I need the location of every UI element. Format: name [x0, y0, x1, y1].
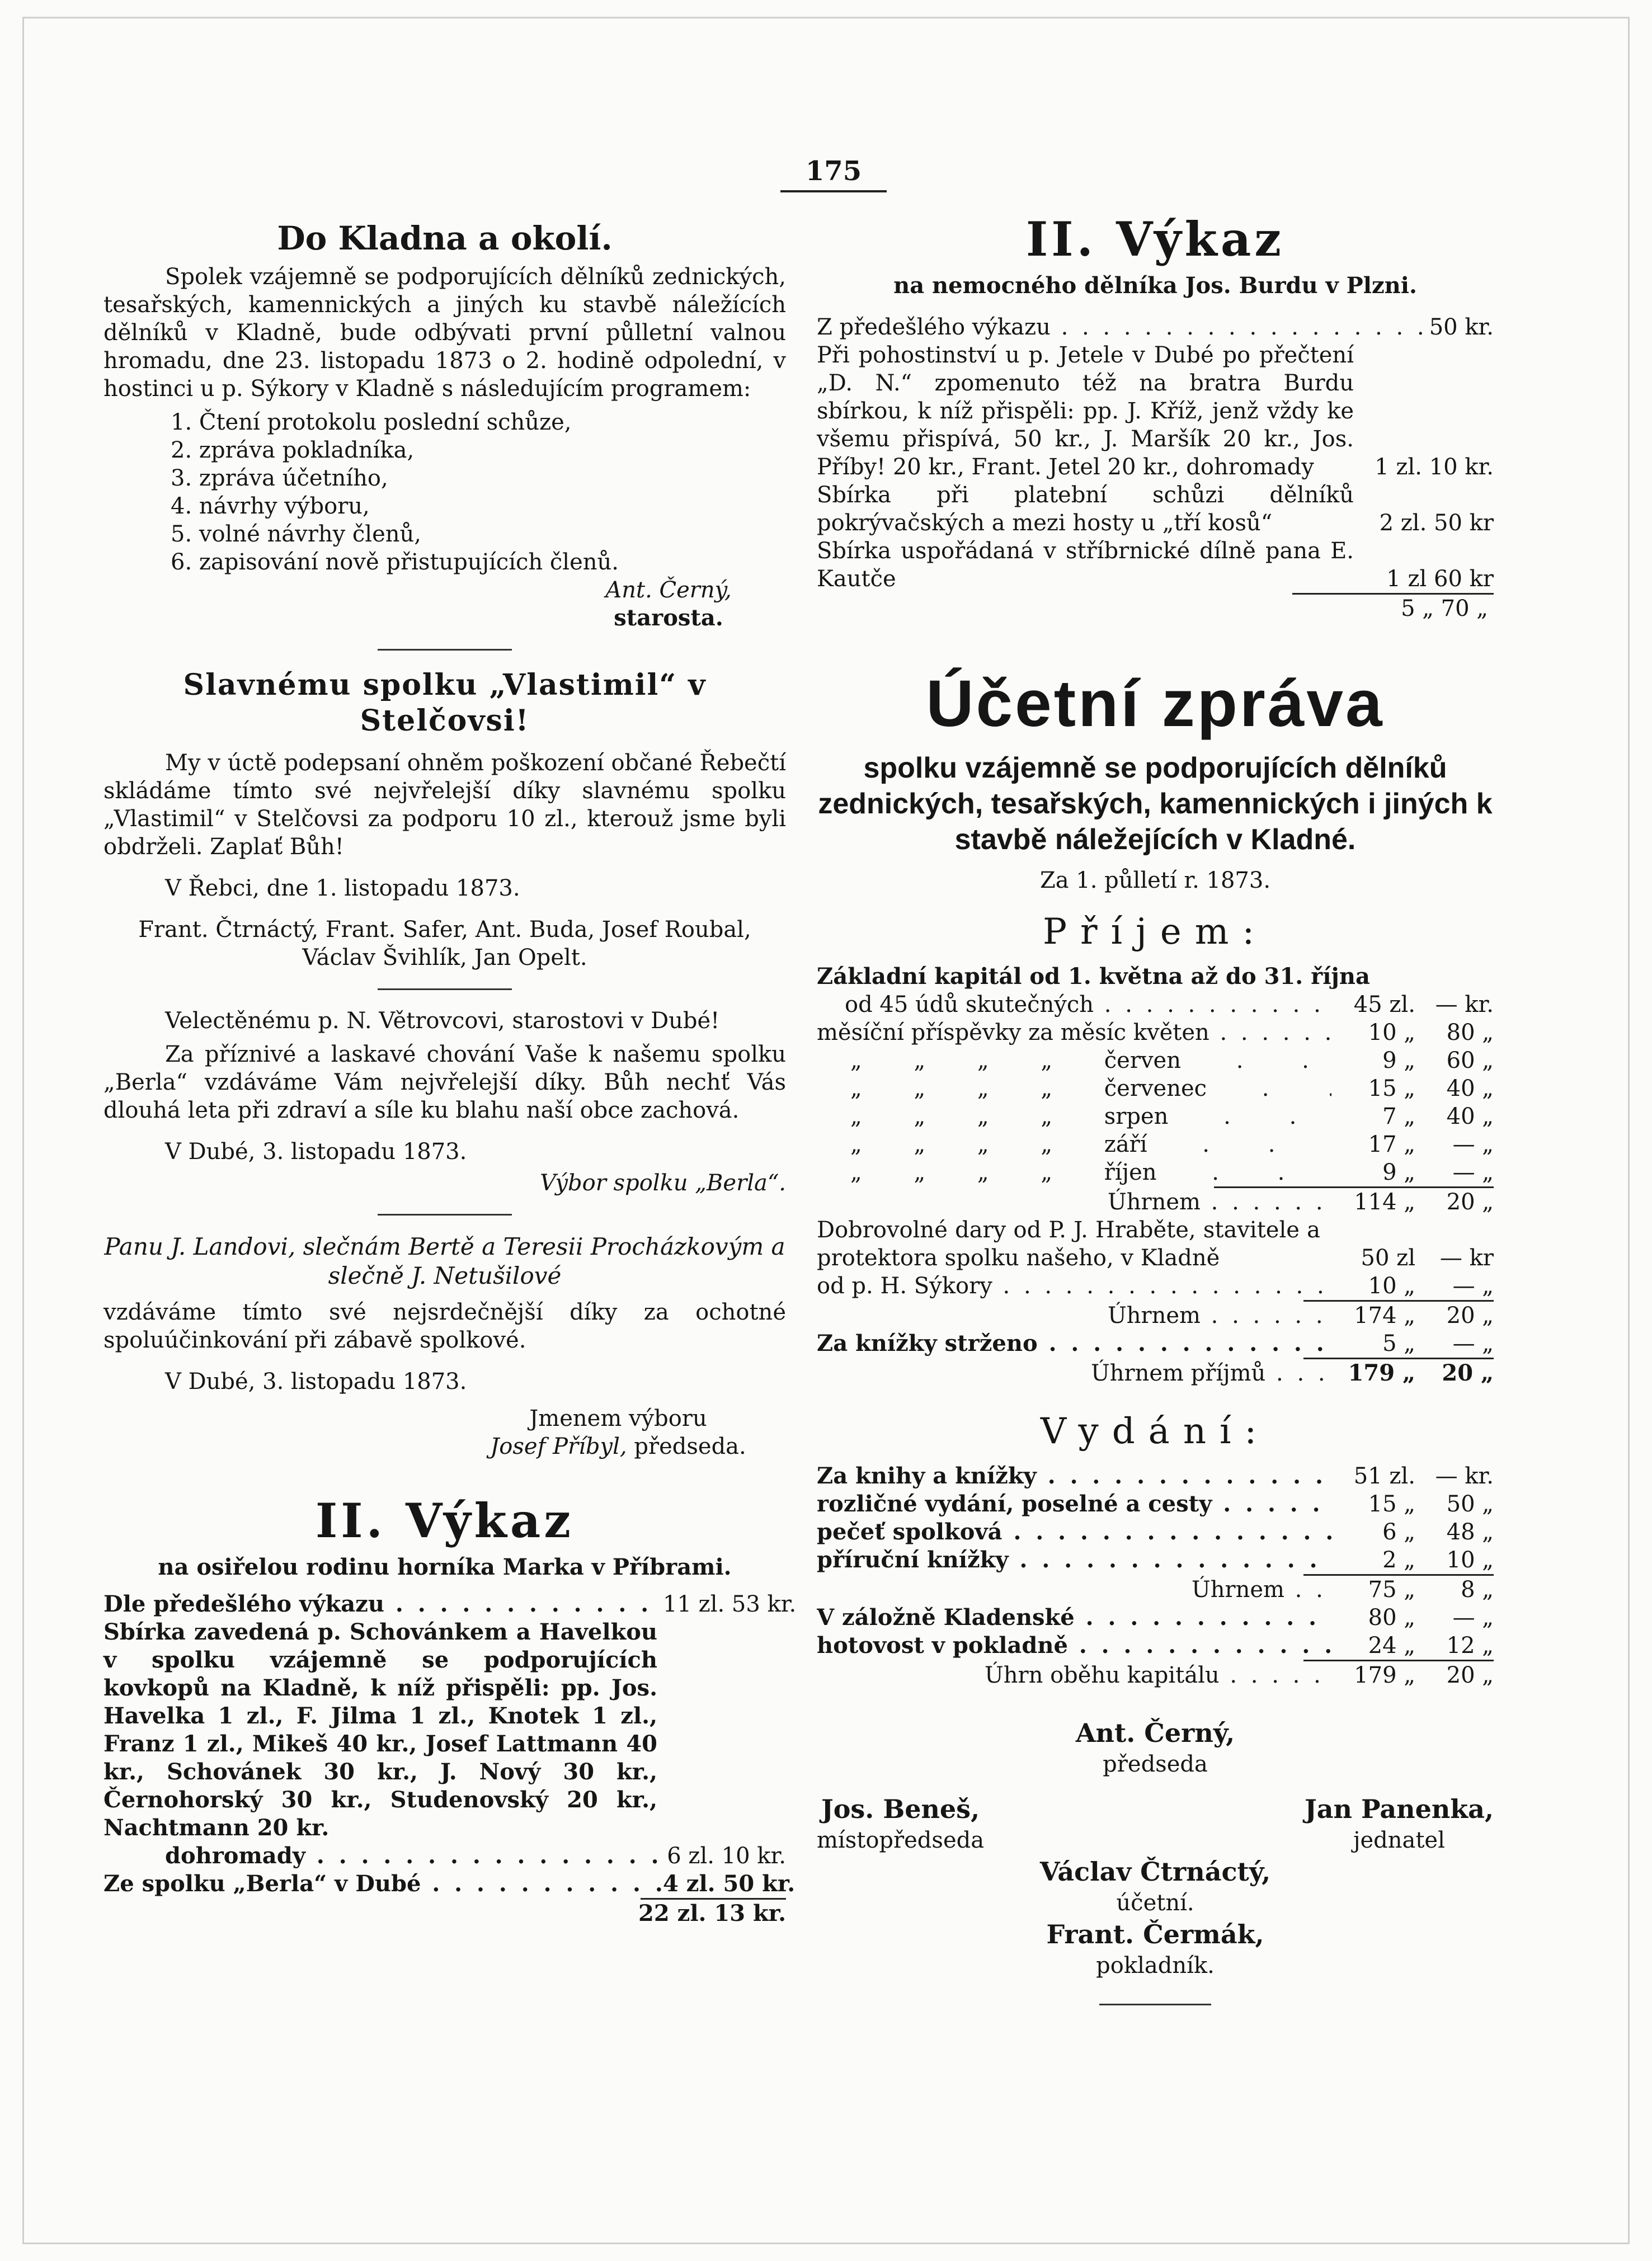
vlastimil-notice [103, 667, 786, 972]
expense-zl: 2 „ [1382, 1547, 1415, 1573]
expense-row [817, 1546, 1494, 1574]
section-divider [378, 988, 512, 990]
program-item: 5. volné návrhy členů, [171, 521, 422, 547]
subtotal-zl: 114 „ [1354, 1189, 1415, 1215]
chair-role: předseda [1103, 1751, 1208, 1777]
landa-signature-line: Jmenem výboru [529, 1406, 707, 1431]
ledger-label: Dle předešlého výkazu . . . [103, 1590, 663, 1618]
expense-row [817, 1462, 1494, 1490]
vykaz-plzen-title: II. Výkaz [1026, 211, 1284, 267]
income-kr: — „ [1452, 1273, 1494, 1299]
treasurer-name: Frant. Čermák, [1046, 1919, 1264, 1949]
ledger-label: Při pohostinství u p. Jetele v Dubé po přečtení „D. N.“ zpomenuto též na bratra Burdu sbírkou, k níž přispěli: pp. J. Kříž, jenž vždy ke všemu přispívá, 50 kr., J. Maršík 20 kr., Jos. Příby! 20 kr., Frant. Jetel 20 kr., dohromady [817, 342, 1354, 480]
vykaz-pribram [103, 1493, 797, 1928]
expense-label: rozličné vydání, poselné a cesty . . . [817, 1490, 1331, 1518]
program-item: 2. zpráva pokladníka, [171, 437, 415, 463]
income-row [817, 991, 1494, 1019]
expense-kr: — kr. [1435, 1463, 1494, 1489]
vlastimil-body: My v úctě podepsaní ohněm poškození občané Řebečtí skládáme tímto své nejvřelejší díky slavnému spolku „Vlastimil“ v Stelčovsi za podporu 10 zl., kterouž jsme byli obdrželi. Zaplať Bůh! [103, 750, 786, 860]
income-zl: 5 „ [1382, 1331, 1415, 1356]
income-zl: 45 zl. [1353, 992, 1415, 1018]
ledger-label: Sbírka uspořádaná v stříbrnické dílně pana E. Kautče [817, 538, 1354, 592]
section-divider [378, 1214, 512, 1216]
income-row [817, 1047, 1494, 1075]
expense-row [817, 1490, 1494, 1518]
income-zl: 10 „ [1368, 1273, 1415, 1299]
program-item: 6. zapisování nově přistupujících členů. [171, 549, 619, 575]
income-label: měsíční příspěvky za měsíc květen . . . [817, 1019, 1331, 1047]
income-kr: — kr. [1435, 992, 1494, 1018]
income-row [817, 1330, 1494, 1358]
vetrovec-notice [103, 1007, 786, 1197]
income-kr: 40 „ [1446, 1076, 1494, 1101]
income-zl: 9 „ [1382, 1048, 1415, 1073]
ucetni-zprava [817, 667, 1494, 2005]
vlastimil-title: Slavnému spolku „Vlastimil“ v Stelčovsi! [183, 668, 707, 738]
expense-row [817, 1604, 1494, 1632]
subtotal-row [817, 1302, 1494, 1330]
income-kr: — „ [1452, 1160, 1494, 1185]
vetrovec-body: Za příznivé a laskavé chování Vaše k našemu spolku „Berla“ vzdáváme Vám nejvřelejší díky. Bůh nechť Vás dlouhá leta při zdraví a síle ku blahu naší obce zachová. [103, 1042, 786, 1123]
expense-zl: 80 „ [1368, 1605, 1415, 1631]
ledger-amount: 1 zl. 10 kr. [1375, 454, 1494, 480]
income-row [817, 1130, 1494, 1158]
plzen-total: 5 „ 70 „ [1401, 596, 1488, 621]
expense-kr: 12 „ [1446, 1633, 1494, 1659]
expense-row [817, 1518, 1494, 1546]
income-row [817, 1075, 1494, 1103]
expense-kr: — „ [1452, 1605, 1494, 1631]
income-row [817, 1272, 1494, 1300]
ledger-label: Z předešlého výkazu . . . [817, 313, 1427, 341]
ledger-label: Ze spolku „Berla“ v Dubé . . . [103, 1870, 663, 1898]
ledger-amount: 50 kr. [1429, 314, 1494, 340]
vykaz-pribram-title: II. Výkaz [316, 1493, 574, 1548]
circulation-zl: 179 „ [1354, 1662, 1415, 1688]
income-zl: 17 „ [1368, 1132, 1415, 1157]
vice-name: Jos. Beneš, [821, 1794, 980, 1824]
ledger-label: Sbírka při platební schůzi dělníků pokrývačských a mezi hosty u „tří kosů“ [817, 482, 1354, 536]
ledger-row [103, 1842, 786, 1870]
income-label: „ „ „ „ září . . . [850, 1130, 1331, 1158]
kladno-program [171, 408, 786, 576]
income-kr: 60 „ [1446, 1048, 1494, 1073]
income-label: od p. H. Sýkory . . . [817, 1272, 1331, 1300]
income-kr: 80 „ [1446, 1020, 1494, 1045]
total-income-label: Úhrnem příjmů . . . [1091, 1359, 1331, 1387]
ucetni-period: Za 1. půlletí r. 1873. [1039, 868, 1271, 893]
kladno-title: Do Kladna a okolí. [277, 219, 613, 257]
subtotal-kr: 8 „ [1461, 1577, 1494, 1603]
donation-zl: 50 zl [1361, 1245, 1415, 1271]
subtotal-kr: 20 „ [1446, 1303, 1494, 1329]
prijem-heading: Příjem: [1042, 911, 1268, 953]
signatures [817, 1717, 1494, 1981]
right-column [817, 213, 1494, 2022]
pribram-total: 22 zl. 13 kr. [638, 1900, 786, 1926]
income-zl: 7 „ [1382, 1104, 1415, 1129]
expense-label: hotovost v pokladně . . . [817, 1632, 1331, 1660]
expense-zl: 51 zl. [1353, 1463, 1415, 1489]
page-number: 175 [805, 156, 862, 187]
income-row [817, 1103, 1494, 1130]
expense-row [817, 1632, 1494, 1660]
chair-name: Ant. Černý, [1075, 1718, 1235, 1748]
ledger-row [103, 1590, 797, 1618]
circulation-label: Úhrn oběhu kapitálu . . . [985, 1661, 1331, 1689]
income-zl: 9 „ [1382, 1160, 1415, 1185]
ledger-amount: 6 zl. 10 kr. [667, 1843, 786, 1869]
vlastimil-date: V Řebci, dne 1. listopadu 1873. [165, 875, 520, 901]
section-divider [378, 649, 512, 651]
ledger-amount: 1 zl 60 kr [1386, 566, 1494, 592]
income-zl: 10 „ [1368, 1020, 1415, 1045]
expense-zl: 15 „ [1368, 1491, 1415, 1517]
landa-body: vzdáváme tímto své nejsrdečnější díky za ochotné spoluúčinkování při zábavě spolkové. [103, 1299, 786, 1353]
left-column [103, 213, 797, 1928]
subtotal-kr: 20 „ [1446, 1189, 1494, 1215]
subtotal-zl: 174 „ [1354, 1303, 1415, 1329]
vice-role: místopředseda [817, 1827, 985, 1853]
kladno-signature-name: Ant. Černý, [605, 577, 732, 603]
ucetni-subtitle: spolku vzájemně se podporujících dělníků zednických, tesařských, kamennických i jiných k stavbě náležejících v Kladné. [818, 752, 1493, 856]
kladno-notice [103, 218, 786, 632]
ledger-row [817, 481, 1494, 537]
subtotal-row [817, 1576, 1494, 1604]
ledger-row [103, 1870, 796, 1898]
total-income-zl: 179 „ [1348, 1360, 1415, 1386]
ledger-row [817, 537, 1494, 593]
expense-zl: 6 „ [1382, 1519, 1415, 1545]
income-kr: — „ [1452, 1132, 1494, 1157]
subtotal-label: Úhrnem . . . [1192, 1576, 1331, 1604]
pribram-collection: Sbírka zavedená p. Schovánkem a Havelkou v spolku vzájemně se podporujících kovkopů na Kladně, k níž přispěli: pp. Jos. Havelka 1 zl., F. Jilma 1 zl., Knotek 1 zl., Franz 1 zl., Mikeš 40 kr., Josef Lattmann 40 kr., Schovánek 30 kr., J. Nový 30 kr., Černohorský 30 kr., Studenovský 20 kr., Nachtmann 20 kr. [103, 1619, 657, 1841]
expense-kr: 50 „ [1446, 1491, 1494, 1517]
landa-title: Panu J. Landovi, slečnám Bertě a Teresii Procházkovým a slečně J. Netušilové [104, 1233, 785, 1289]
kladno-body: Spolek vzájemně se podporujících dělníků zednických, tesařských, kamennických a jiných ku stavbě náležících dělníků v Kladně, bude odbývati první půlletní valnou hromadu, dne 23. listopadu 1873 o 2. hodině odpolední, v hostinci u p. Sýkory v Kladně s následujícím programem: [103, 264, 786, 402]
landa-date: V Dubé, 3. listopadu 1873. [165, 1369, 467, 1395]
ledger-amount: 2 zl. 50 kr [1379, 510, 1494, 536]
income-row [817, 1019, 1494, 1047]
income-label: Za knížky strženo . . . [817, 1330, 1331, 1358]
income-label: „ „ „ „ červenec . . . [850, 1075, 1331, 1103]
subtotal-row [817, 1188, 1494, 1216]
income-label: „ „ „ „ srpen . . . [850, 1103, 1331, 1130]
program-item: 3. zpráva účetního, [171, 465, 388, 491]
vlastimil-names: Frant. Čtrnáctý, Frant. Safer, Ant. Buda, Josef Roubal, Václav Švihlík, Jan Opelt. [138, 917, 751, 971]
expense-label: příruční knížky . . . [817, 1546, 1331, 1574]
kladno-signature-role: starosta. [614, 605, 723, 631]
page-number-rule [780, 190, 887, 192]
expense-label: pečeť spolková . . . [817, 1518, 1331, 1546]
income-kr: — „ [1452, 1331, 1494, 1356]
circulation-kr: 20 „ [1446, 1662, 1494, 1688]
expense-kr: 10 „ [1446, 1547, 1494, 1573]
secretary-name: Jan Panenka, [1304, 1794, 1494, 1824]
vetrovec-date: V Dubé, 3. listopadu 1873. [165, 1139, 467, 1165]
expense-kr: 48 „ [1446, 1519, 1494, 1545]
subtotal-label: Úhrnem . . . [1108, 1188, 1331, 1216]
landa-signature-role: předseda. [634, 1434, 746, 1459]
accountant-name: Václav Čtrnáctý, [1039, 1857, 1271, 1887]
vydani-heading: Vydání: [1040, 1411, 1270, 1452]
vykaz-pribram-subtitle: na osiřelou rodinu horníka Marka v Příbrami. [158, 1554, 732, 1580]
total-income-row [817, 1359, 1494, 1387]
ledger-amount: 11 zl. 53 kr. [663, 1591, 797, 1617]
donation-kr: — kr [1439, 1245, 1494, 1271]
income-row [817, 1158, 1494, 1186]
donation-row [817, 1216, 1494, 1272]
accountant-role: účetní. [1116, 1890, 1194, 1916]
vykaz-plzen-subtitle: na nemocného dělníka Jos. Burdu v Plzni. [893, 272, 1417, 299]
vykaz-plzen [817, 213, 1494, 623]
income-label: „ „ „ „ červen . . . [850, 1047, 1331, 1075]
income-label: od 45 údů skutečných . . . [845, 991, 1331, 1019]
income-intro: Základní kapitál od 1. května až do 31. října [817, 963, 1370, 990]
income-zl: 15 „ [1368, 1076, 1415, 1101]
subtotal-label: Úhrnem . . . [1108, 1302, 1331, 1330]
ucetni-title: Účetní zpráva [926, 667, 1385, 741]
landa-notice [103, 1232, 786, 1461]
vetrovec-greeting: Velectěnému p. N. Větrovcovi, starostovi v Dubé! [165, 1008, 720, 1034]
expense-label: Za knihy a knížky . . . [817, 1462, 1331, 1490]
total-income-kr: 20 „ [1442, 1360, 1494, 1386]
treasurer-role: pokladník. [1096, 1953, 1215, 1979]
subtotal-zl: 75 „ [1368, 1577, 1415, 1603]
program-item: 4. návrhy výboru, [171, 493, 370, 519]
program-item: 1. Čtení protokolu poslední schůze, [171, 409, 572, 435]
ledger-row [817, 313, 1494, 341]
expense-label: V záložně Kladenské . . . [817, 1604, 1331, 1632]
section-divider [1099, 2004, 1211, 2005]
ledger-amount: 4 zl. 50 kr. [663, 1871, 796, 1897]
secretary-role: jednatel [1353, 1827, 1445, 1853]
income-kr: 40 „ [1446, 1104, 1494, 1129]
ledger-row [817, 341, 1494, 481]
ledger-label: dohromady . . . [165, 1842, 663, 1870]
expense-zl: 24 „ [1368, 1633, 1415, 1659]
income-label: „ „ „ „ říjen . . . [850, 1158, 1331, 1186]
circulation-row [817, 1661, 1494, 1689]
landa-signature-name: Josef Příbyl, [490, 1434, 627, 1459]
donation-label: Dobrovolné dary od P. J. Hraběte, stavitele a protektora spolku našeho, v Kladně [817, 1217, 1320, 1271]
vetrovec-signature: Výbor spolku „Berla“. [540, 1170, 786, 1196]
